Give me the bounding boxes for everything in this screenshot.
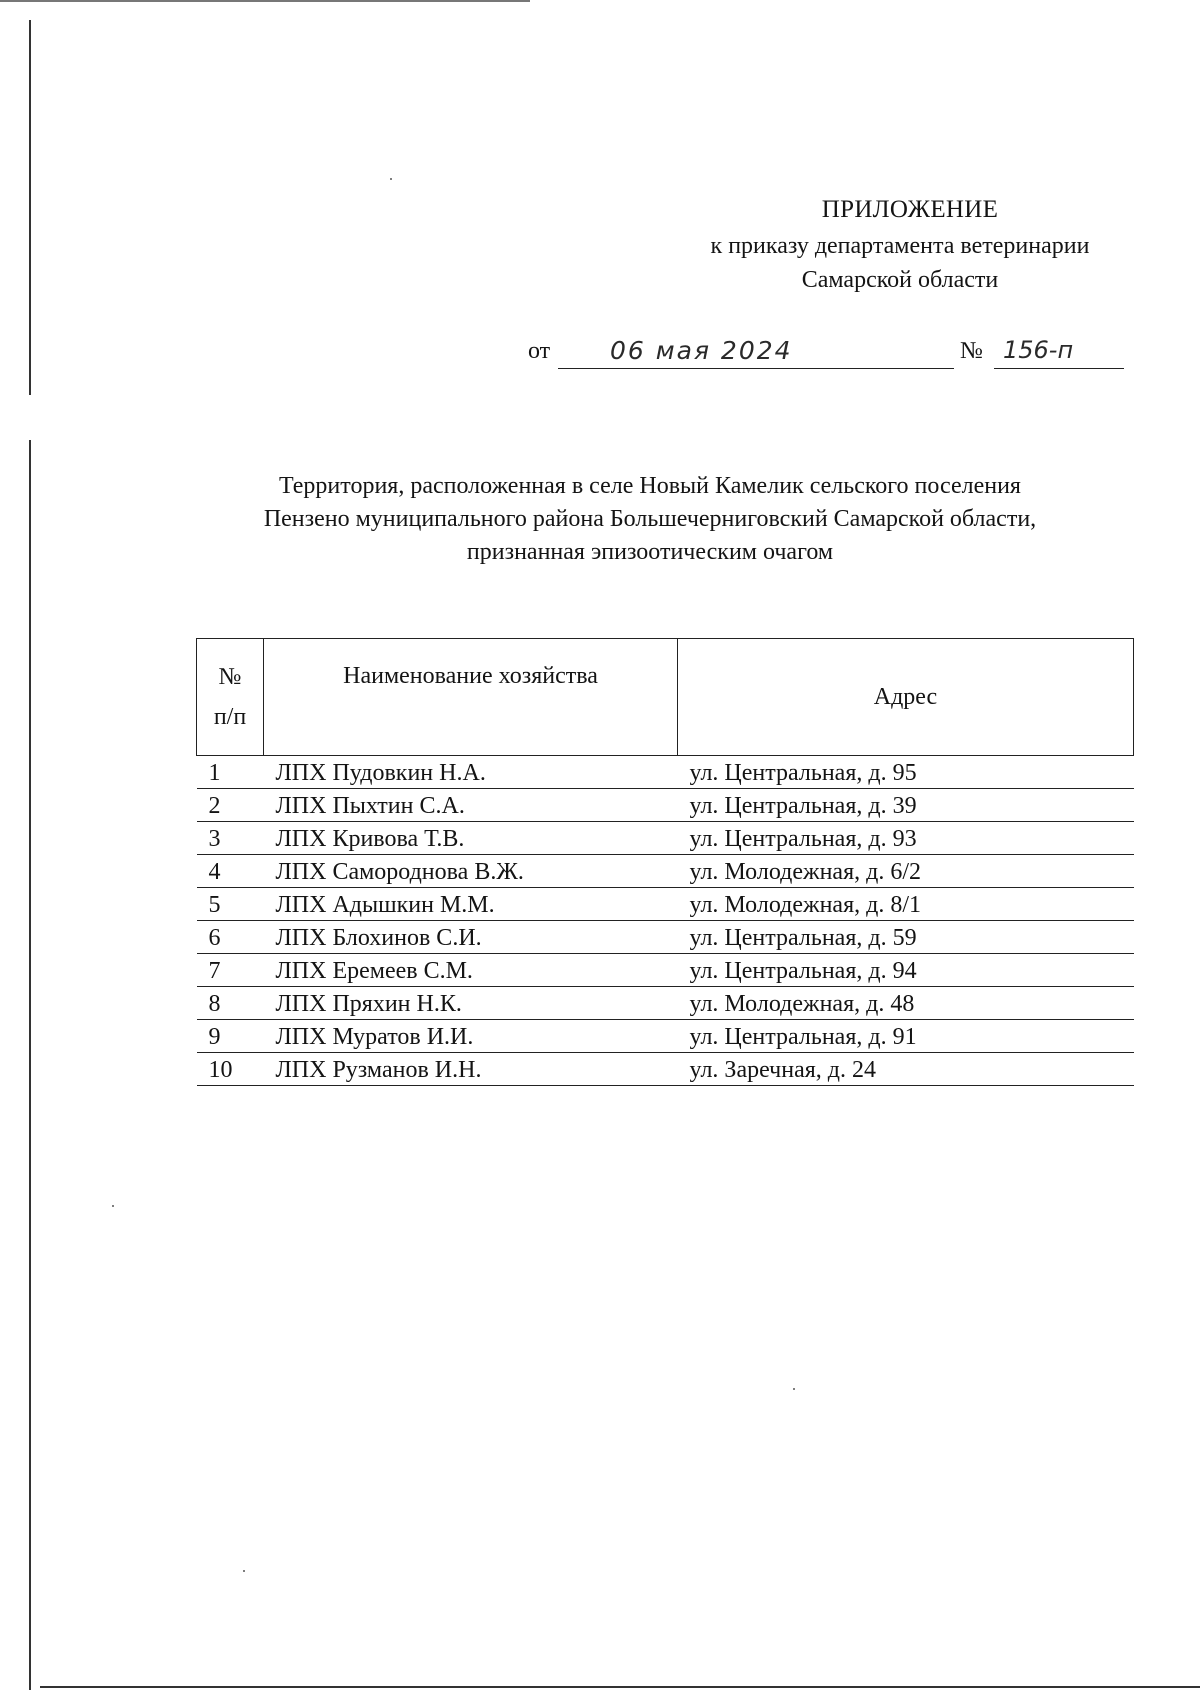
heading-line-2: Пензено муниципального района Большечерниговский Самарской области, [263,506,1037,532]
table-header-row [197,639,1134,756]
header-address: Адрес [678,639,1134,756]
number-underline [994,368,1124,369]
farm-address: ул. Молодежная, д. 48 [678,987,1134,1020]
date-underline [558,368,954,369]
table-row [197,888,1134,921]
row-number: 9 [197,1020,264,1053]
scan-speck [243,1570,245,1572]
farm-address: ул. Центральная, д. 93 [678,822,1134,855]
scan-bottom-edge [40,1686,1200,1688]
handwritten-date: 06 мая 2024 [610,336,793,365]
header-number-pp: п/п [213,704,247,730]
farm-name: ЛПХ Пудовкин Н.А. [264,756,678,789]
row-number: 10 [197,1053,264,1086]
farms-table [196,638,1134,1086]
table-row [197,987,1134,1020]
row-number: 5 [197,888,264,921]
farm-address: ул. Заречная, д. 24 [678,1053,1134,1086]
header-number-symbol: № [218,664,242,690]
table-row [197,1020,1134,1053]
heading-line-3: признанная эпизоотическим очагом [466,539,834,565]
table-row [197,954,1134,987]
date-label: от [528,338,551,364]
scan-left-margin-line [29,20,31,395]
farm-name: ЛПХ Кривова Т.В. [264,822,678,855]
farm-name: ЛПХ Еремеев С.М. [264,954,678,987]
table-row [197,921,1134,954]
farm-name: ЛПХ Муратов И.И. [264,1020,678,1053]
farm-name: ЛПХ Самороднова В.Ж. [264,855,678,888]
scan-speck [793,1388,795,1390]
document-heading [150,470,1150,569]
order-date-number-row [528,338,1128,378]
appendix-region-line: Самарской области [801,267,999,293]
farm-name: ЛПХ Пыхтин С.А. [264,789,678,822]
farm-address: ул. Центральная, д. 59 [678,921,1134,954]
farm-address: ул. Центральная, д. 91 [678,1020,1134,1053]
table-row [197,756,1134,789]
row-number: 2 [197,789,264,822]
scan-top-edge [0,0,530,2]
farm-address: ул. Молодежная, д. 6/2 [678,855,1134,888]
farm-name: ЛПХ Блохинов С.И. [264,921,678,954]
row-number: 7 [197,954,264,987]
row-number: 3 [197,822,264,855]
farm-address: ул. Молодежная, д. 8/1 [678,888,1134,921]
row-number: 1 [197,756,264,789]
header-farm-name: Наименование хозяйства [264,639,678,756]
header-number [197,639,264,756]
farm-name: ЛПХ Пряхин Н.К. [264,987,678,1020]
appendix-title: ПРИЛОЖЕНИЕ [821,196,999,223]
farm-name: ЛПХ Рузманов И.Н. [264,1053,678,1086]
handwritten-number: 156-п [1003,336,1074,364]
row-number: 4 [197,855,264,888]
farm-address: ул. Центральная, д. 94 [678,954,1134,987]
scan-speck [390,178,392,180]
appendix-order-line: к приказу департамента ветеринарии [710,233,1090,259]
table-row [197,1053,1134,1086]
scan-left-margin-line [29,440,31,1690]
heading-line-1: Территория, расположенная в селе Новый Камелик сельского поселения [279,473,1021,499]
number-label: № [960,338,983,364]
farm-address: ул. Центральная, д. 95 [678,756,1134,789]
table-row [197,855,1134,888]
scan-speck [112,1205,114,1207]
table-row [197,789,1134,822]
row-number: 6 [197,921,264,954]
row-number: 8 [197,987,264,1020]
table-row [197,822,1134,855]
farm-address: ул. Центральная, д. 39 [678,789,1134,822]
farm-name: ЛПХ Адышкин М.М. [264,888,678,921]
